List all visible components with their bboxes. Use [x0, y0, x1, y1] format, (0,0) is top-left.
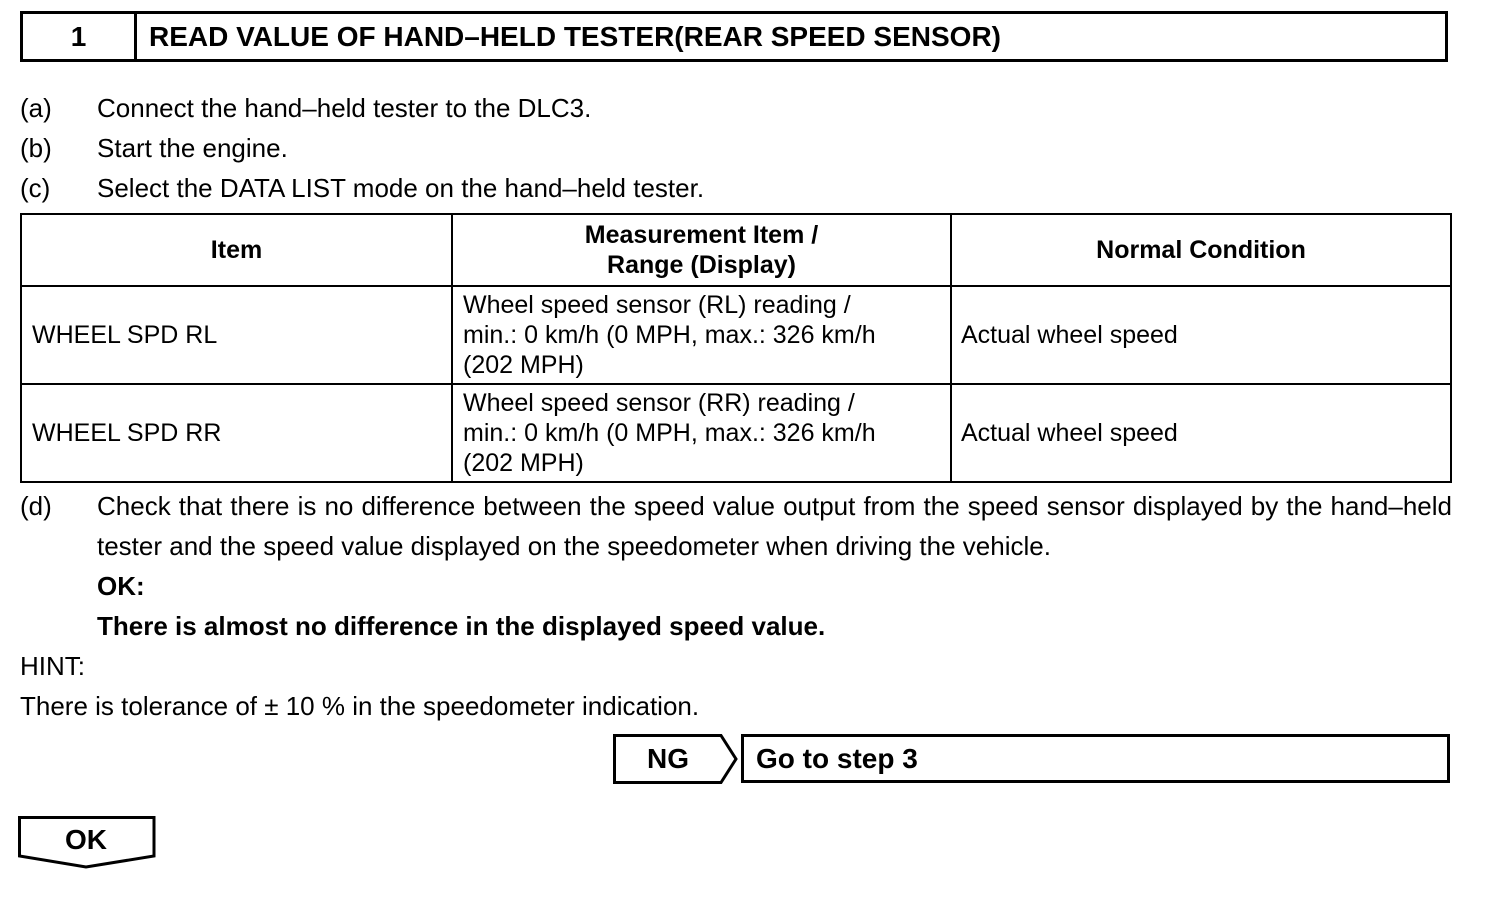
- cell-range-line: min.: 0 km/h (0 MPH, max.: 326 km/h: [463, 419, 876, 447]
- ng-label: NG: [647, 743, 689, 774]
- substep-label: (a): [20, 93, 52, 123]
- cell-range-line: Wheel speed sensor (RR) reading /: [463, 389, 855, 417]
- ng-tag: [613, 734, 739, 784]
- substep-c: [20, 168, 704, 208]
- table-row: [21, 286, 1451, 384]
- substep-a: [20, 88, 591, 128]
- ok-label: OK:: [97, 571, 145, 601]
- substep-label: (b): [20, 133, 52, 163]
- header-measurement: [452, 214, 951, 286]
- header-normal-condition: Normal Condition: [951, 214, 1451, 286]
- cell-range: [452, 286, 951, 384]
- substep-label: (d): [20, 491, 52, 521]
- cell-range-line: (202 MPH): [463, 351, 584, 379]
- cell-normal: Actual wheel speed: [951, 286, 1451, 384]
- header-item: Item: [21, 214, 452, 286]
- hint-label: HINT:: [20, 651, 85, 681]
- cell-range: [452, 384, 951, 482]
- cell-range-line: Wheel speed sensor (RL) reading /: [463, 291, 851, 319]
- hint-text: There is tolerance of ± 10 % in the speedometer indication.: [20, 691, 700, 721]
- ok-tag: [18, 816, 156, 870]
- substep-text: Connect the hand–held tester to the DLC3.: [97, 93, 592, 123]
- substep-text: Start the engine.: [97, 133, 288, 163]
- substep-text: Select the DATA LIST mode on the hand–held tester.: [97, 173, 705, 203]
- step-number: 1: [23, 14, 137, 59]
- substep-d: [20, 486, 1452, 646]
- cell-item: WHEEL SPD RR: [21, 384, 452, 482]
- cell-normal: Actual wheel speed: [951, 384, 1451, 482]
- header-measurement-line2: Range (Display): [607, 251, 796, 279]
- cell-item: WHEEL SPD RL: [21, 286, 452, 384]
- ok-result-label: OK: [65, 824, 107, 855]
- step-header: [20, 11, 1448, 62]
- cell-range-line: (202 MPH): [463, 449, 584, 477]
- table-header-row: [21, 214, 1451, 286]
- cell-range-line: min.: 0 km/h (0 MPH, max.: 326 km/h: [463, 321, 876, 349]
- step-title: READ VALUE OF HAND–HELD TESTER(REAR SPEED SENSOR): [149, 20, 1002, 52]
- substep-b: [20, 128, 288, 168]
- substep-text: Check that there is no difference between the speed value output from the speed sensor displayed by the hand–held tester and the speed value displayed on the speedometer when driving the vehicle.: [97, 491, 1452, 561]
- header-measurement-line1: Measurement Item /: [584, 221, 819, 249]
- ng-action-box: Go to step 3: [741, 734, 1450, 783]
- substep-label: (c): [20, 173, 51, 203]
- ok-condition: There is almost no difference in the displayed speed value.: [97, 611, 826, 641]
- table-row: [21, 384, 1451, 482]
- data-list-table: [20, 213, 1452, 483]
